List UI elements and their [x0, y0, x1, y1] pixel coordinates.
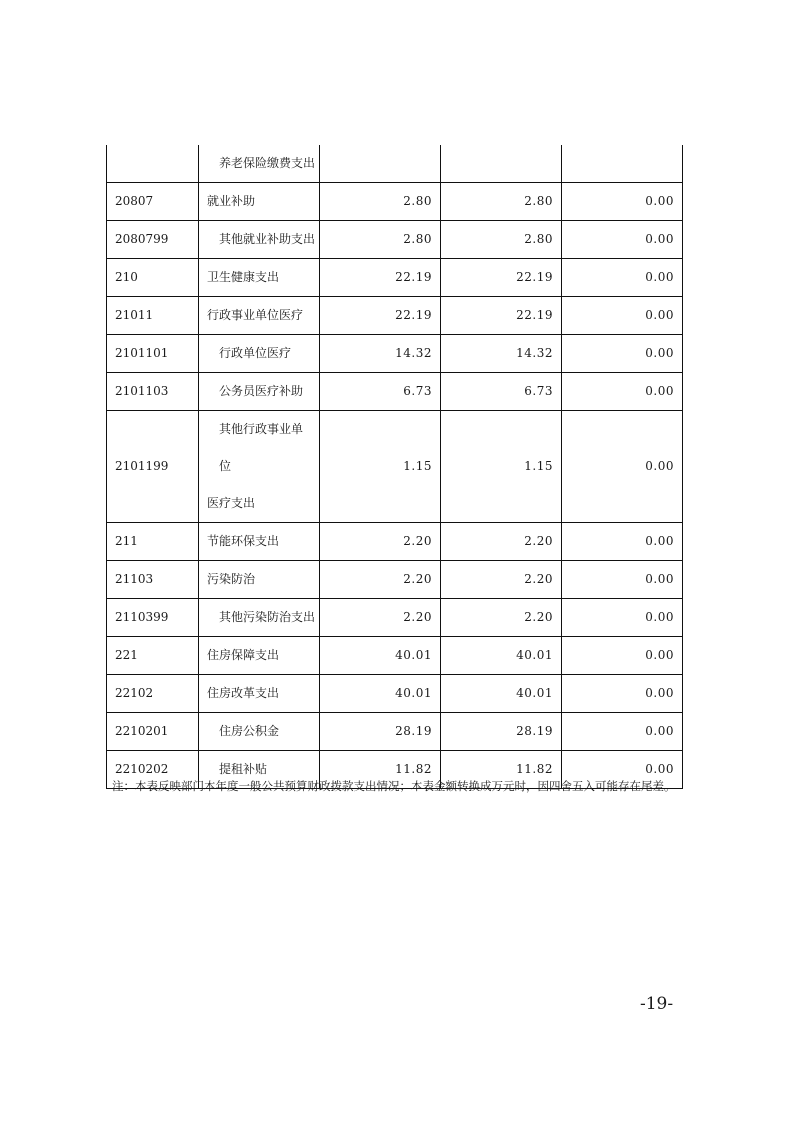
- total-amount: 2.20: [320, 523, 441, 561]
- subject-code: 2210201: [107, 713, 199, 751]
- table-row: [107, 637, 683, 675]
- total-amount: 22.19: [320, 297, 441, 335]
- subject-name: 其他污染防治支出: [199, 599, 320, 637]
- basic-expenditure: 6.73: [441, 373, 562, 411]
- total-amount: 22.19: [320, 259, 441, 297]
- total-amount: 2.20: [320, 599, 441, 637]
- subject-code: 221: [107, 637, 199, 675]
- project-expenditure: 0.00: [562, 599, 683, 637]
- subject-name: 节能环保支出: [199, 523, 320, 561]
- subject-name: [199, 411, 320, 523]
- total-amount: 11.82: [320, 751, 441, 789]
- basic-expenditure: 1.15: [441, 411, 562, 523]
- table-row: [107, 259, 683, 297]
- basic-expenditure: 2.20: [441, 561, 562, 599]
- table-row: [107, 599, 683, 637]
- basic-expenditure: 28.19: [441, 713, 562, 751]
- page-number: -19-: [640, 994, 674, 1014]
- project-expenditure: 0.00: [562, 183, 683, 221]
- subject-code: 210: [107, 259, 199, 297]
- total-amount: 40.01: [320, 675, 441, 713]
- project-expenditure: 0.00: [562, 637, 683, 675]
- project-expenditure: 0.00: [562, 411, 683, 523]
- subject-name: 就业补助: [199, 183, 320, 221]
- subject-code: 21011: [107, 297, 199, 335]
- subject-code: 2080799: [107, 221, 199, 259]
- subject-code: 211: [107, 523, 199, 561]
- subject-name: 行政事业单位医疗: [199, 297, 320, 335]
- project-expenditure: 0.00: [562, 221, 683, 259]
- basic-expenditure: 11.82: [441, 751, 562, 789]
- table-row: [107, 297, 683, 335]
- project-expenditure: 0.00: [562, 713, 683, 751]
- basic-expenditure: [441, 145, 562, 183]
- subject-name: 养老保险缴费支出: [199, 145, 320, 183]
- table-row: [107, 221, 683, 259]
- basic-expenditure: 40.01: [441, 675, 562, 713]
- basic-expenditure: 40.01: [441, 637, 562, 675]
- subject-code: 2110399: [107, 599, 199, 637]
- total-amount: 28.19: [320, 713, 441, 751]
- subject-name: 卫生健康支出: [199, 259, 320, 297]
- project-expenditure: 0.00: [562, 751, 683, 789]
- basic-expenditure: 2.20: [441, 599, 562, 637]
- subject-code: 2210202: [107, 751, 199, 789]
- table-row: [107, 183, 683, 221]
- table-row: [107, 335, 683, 373]
- basic-expenditure: 2.80: [441, 221, 562, 259]
- project-expenditure: 0.00: [562, 297, 683, 335]
- project-expenditure: 0.00: [562, 259, 683, 297]
- subject-name: 其他就业补助支出: [199, 221, 320, 259]
- subject-code: 2101101: [107, 335, 199, 373]
- basic-expenditure: 2.80: [441, 183, 562, 221]
- total-amount: 2.20: [320, 561, 441, 599]
- subject-name: 住房保障支出: [199, 637, 320, 675]
- subject-name: 住房公积金: [199, 713, 320, 751]
- total-amount: [320, 145, 441, 183]
- project-expenditure: 0.00: [562, 675, 683, 713]
- table-row: [107, 373, 683, 411]
- total-amount: 2.80: [320, 221, 441, 259]
- total-amount: 6.73: [320, 373, 441, 411]
- project-expenditure: 0.00: [562, 335, 683, 373]
- subject-code: 2101199: [107, 411, 199, 523]
- total-amount: 14.32: [320, 335, 441, 373]
- table-row: [107, 145, 683, 183]
- basic-expenditure: 14.32: [441, 335, 562, 373]
- budget-expenditure-table: [106, 145, 683, 789]
- project-expenditure: 0.00: [562, 373, 683, 411]
- table-row: [107, 411, 683, 523]
- project-expenditure: [562, 145, 683, 183]
- subject-name-line-2: 医疗支出: [207, 496, 256, 510]
- table-row: [107, 713, 683, 751]
- basic-expenditure: 22.19: [441, 259, 562, 297]
- subject-code: 21103: [107, 561, 199, 599]
- subject-name: 住房改革支出: [199, 675, 320, 713]
- subject-name: 公务员医疗补助: [199, 373, 320, 411]
- subject-name: 行政单位医疗: [199, 335, 320, 373]
- subject-code: 2101103: [107, 373, 199, 411]
- total-amount: 40.01: [320, 637, 441, 675]
- project-expenditure: 0.00: [562, 561, 683, 599]
- basic-expenditure: 22.19: [441, 297, 562, 335]
- subject-name: 提租补贴: [199, 751, 320, 789]
- total-amount: 1.15: [320, 411, 441, 523]
- table-row: [107, 675, 683, 713]
- subject-code: 22102: [107, 675, 199, 713]
- total-amount: 2.80: [320, 183, 441, 221]
- project-expenditure: 0.00: [562, 523, 683, 561]
- subject-code: [107, 145, 199, 183]
- table-footnote: 注：本表反映部门本年度一般公共预算财政拨款支出情况；本表金额转换成万元时，因四舍五入可能存在尾差。: [112, 779, 676, 793]
- subject-name-line-1: 其他行政事业单位: [219, 422, 304, 473]
- table-row: [107, 561, 683, 599]
- basic-expenditure: 2.20: [441, 523, 562, 561]
- subject-code: 20807: [107, 183, 199, 221]
- table-row: [107, 523, 683, 561]
- subject-name: 污染防治: [199, 561, 320, 599]
